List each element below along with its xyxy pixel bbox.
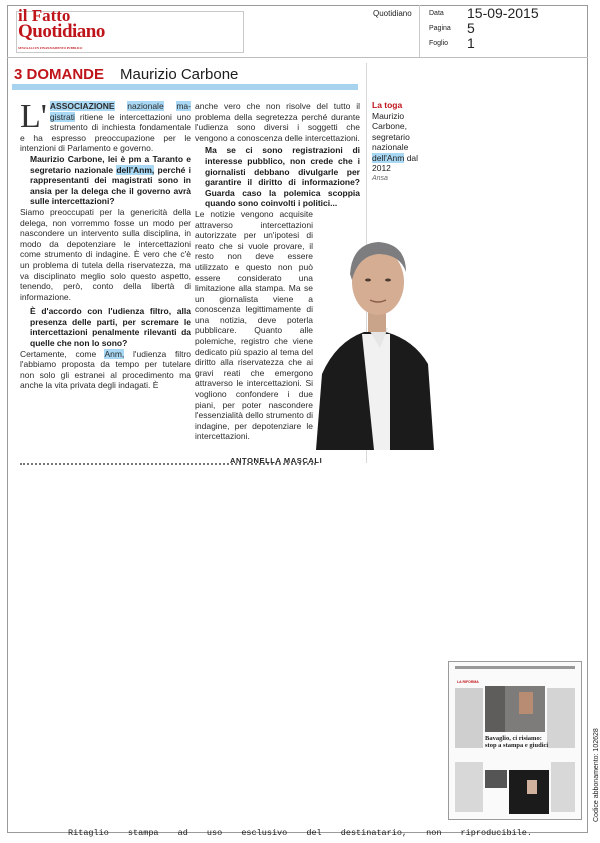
intro-text: ritiene le intercettazioni uno strumento di inchiesta fondamentale e ha espresso preoccupazione per le intenzioni di Parlamento e governo. xyxy=(20,111,191,154)
caption-text xyxy=(372,111,432,174)
publication-type: Quotidiano xyxy=(373,9,412,18)
question-1-text-b: perché i rappresentanti dei magistrati sono in ansia per la delega che il governo avrà sulle intercettazioni? xyxy=(30,164,191,207)
caption-title: La toga xyxy=(372,100,403,110)
headline-rule xyxy=(12,84,358,90)
highlight-associazione: ASSOCIAZIONE xyxy=(49,101,115,111)
subscription-code-text: Codice abbonamento: 102628 xyxy=(593,728,600,822)
highlight-anm-2: Anm, xyxy=(104,348,125,359)
sheet-label: Foglio xyxy=(429,40,449,47)
caption-highlight: dell'Anm xyxy=(372,152,405,163)
footer-notice: Ritaglio stampa ad uso esclusivo del destinatario, non riproducibile. xyxy=(68,828,532,838)
question-1-text-a: Maurizio Carbone, lei è pm a Taranto e segretario nazionale xyxy=(30,153,191,175)
subscription-code xyxy=(583,672,600,822)
answer-1: Siamo preoccupati per la genericità della delega, non vorremmo fosse un modo per nascondere un intervento sulla disciplina, in modo da depotenziare le intercettazioni come strumento di indagine. È vero che c'è un problema di tutela della riservatezza, ma va disciplinato meglio solo questo aspetto, tenendo, però, conto della libertà di informazione. xyxy=(20,206,191,302)
header-divider xyxy=(7,57,588,58)
drop-cap: L' xyxy=(20,98,47,135)
end-dotted-rule xyxy=(20,463,316,465)
answer-2-continued: anche vero che non risolve del tutto il problema della segretezza perché durante l'udienza sono diversi i soggetti che vengono a conoscenza delle intercettazioni. xyxy=(195,101,360,143)
answer-2 xyxy=(20,349,191,391)
photo-caption xyxy=(372,100,432,184)
portrait-photo xyxy=(316,224,434,450)
article-column-1 xyxy=(20,98,191,391)
thumbnail-headline: Bavaglio, ci risiamo: stop a stampa e giudici xyxy=(485,735,549,749)
caption-line2: dal 2012 xyxy=(372,152,419,173)
intro-paragraph xyxy=(20,98,191,154)
question-1 xyxy=(20,154,191,207)
page-thumbnail xyxy=(448,661,582,820)
question-3: Ma se ci sono registrazioni di interesse pubblico, non crede che i giornalisti debbano divulgarle per garantire il diritto di informazione? Guarda caso la polemica scoppia quando sono coinvolti i politici... xyxy=(205,145,360,209)
newspaper-logo xyxy=(18,8,105,56)
logo-line2: Quotidiano xyxy=(18,21,105,42)
article-title: Maurizio Carbone xyxy=(120,66,239,83)
caption-line1: Maurizio Carbone, segretario nazionale xyxy=(372,110,410,152)
question-2: È d'accordo con l'udienza filtro, alla presenza delle parti, per scremare le intercettazioni penalmente rilevanti da quelle che non lo sono? xyxy=(30,306,191,349)
author-signature: ANTONELLA MASCALI xyxy=(230,456,323,465)
answer-2-text-b: l'udienza filtro l'abbiamo proposta da tempo per tutelare non solo gli estranei al procedimento ma anche la vita privata degli indagati. È xyxy=(20,348,191,391)
logo-tagline: SENZA ALCUN FINANZIAMENTO PUBBLICO xyxy=(18,46,83,50)
answer-2-text-a: Certamente, come xyxy=(20,348,105,359)
page-value: 5 xyxy=(467,20,475,36)
date-value: 15-09-2015 xyxy=(467,5,539,21)
photo-credit: Ansa xyxy=(372,174,388,182)
date-label: Data xyxy=(429,10,444,17)
highlight-anm-1: dell'Anm, xyxy=(116,164,155,175)
article-kicker: 3 DOMANDE xyxy=(14,66,105,83)
answer-3: Le notizie vengono acquisite attraverso intercettazioni autorizzate per un'ipotesi di reato che si vuole provare, il resto non deve essere utilizzato e questo non può essere considerato una limitazione alla stampa. Ma se un giornalista viene a conoscenza legittimamente di una notizia, deve poterla pubblicare. Quanto alle polemiche, registro che viene dedicato più spazio al tema del diritto alla riservatezza che ai gravi reati che emergono attraverso le intercettazioni. Si vogliono confondere i due piani, per poter nascondere l'essenzialità dello strumento di indagine, per depotenziare le intercettazioni. xyxy=(195,208,313,442)
logo-line1: il Fatto xyxy=(18,6,71,25)
highlight-nazionale: nazionale xyxy=(127,101,164,111)
meta-divider xyxy=(419,5,420,57)
page-label: Pagina xyxy=(429,25,451,32)
highlight-magistrati: ma-gistrati xyxy=(49,101,191,122)
thumbnail-section: LA RIFORMA xyxy=(457,680,479,684)
sheet-value: 1 xyxy=(467,35,475,51)
